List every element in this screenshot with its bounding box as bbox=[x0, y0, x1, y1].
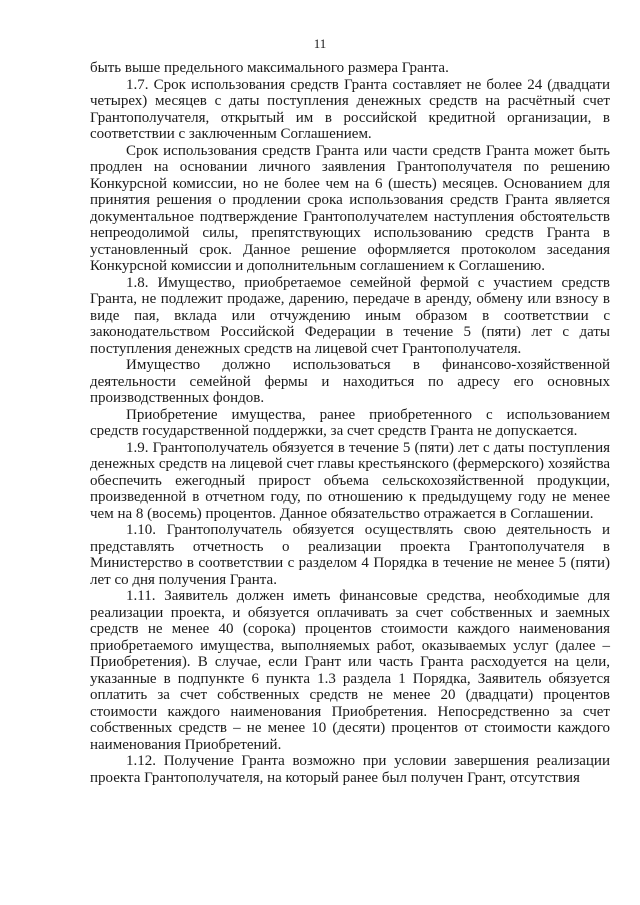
paragraph-1-7-extension: Срок использования средств Гранта или части средств Гранта может быть продлен на основании личного заявления Грантополучателя по решению Конкурсной комиссии, но не более чем на 6 (шесть) месяцев. Основанием для принятия решения о продлении срока использования средств Гранта является документальное подтверждение Грантополучателем наступления обстоятельств непреодолимой силы, препятствующих использованию средств Гранта в установленный срок. Данное решение оформляется протоколом заседания Конкурсной комиссии и дополнительным соглашением к Соглашению. bbox=[90, 142, 610, 274]
page-number: 11 bbox=[313, 36, 327, 51]
paragraph-1-12: 1.12. Получение Гранта возможно при условии завершения реализации проекта Грантополучателя, на который ранее был получен Грант, отсутствия bbox=[90, 753, 610, 786]
paragraph-1-7: 1.7. Срок использования средств Гранта составляет не более 24 (двадцати четырех) месяцев с даты поступления денежных средств на расчётный счет Грантополучателя, открытый им в российской кредитной организации, в соответствии с заключенным Соглашением. bbox=[90, 76, 610, 142]
document-body bbox=[90, 60, 610, 786]
paragraph-continuation: быть выше предельного максимального размера Гранта. bbox=[90, 60, 449, 76]
paragraph-1-8-usage: Имущество должно использоваться в финансово-хозяйственной деятельности семейной фермы и находиться по адресу его основных производственных фондов. bbox=[90, 357, 610, 406]
paragraph-1-8: 1.8. Имущество, приобретаемое семейной фермой с участием средств Гранта, не подлежит продаже, дарению, передаче в аренду, обмену или взносу в виде пая, вклада или отчуждению иным образом в соответствии с законодательством Российской Федерации в течение 5 (пяти) лет с даты поступления денежных средств на лицевой счет Грантополучателя. bbox=[90, 274, 610, 357]
paragraph-1-11: 1.11. Заявитель должен иметь финансовые средства, необходимые для реализации проекта, и обязуется оплачивать за счет собственных и заемных средств не менее 40 (сорока) процентов стоимости каждого наименования приобретаемого имущества, выполняемых работ, оказываемых услуг (далее – Приобретения). В случае, если Грант или часть Гранта расходуется на цели, указанные в подпункте 6 пункта 1.3 раздела 1 Порядка, Заявитель обязуется оплатить за счет собственных средств не менее 20 (двадцати) процентов стоимости каждого наименования Приобретения. Непосредственно за счет собственных средств – не менее 10 (десяти) процентов от стоимости каждого наименования Приобретений. bbox=[90, 588, 610, 753]
paragraph-1-8-restriction: Приобретение имущества, ранее приобретенного с использованием средств государственной поддержки, за счет средств Гранта не допускается. bbox=[90, 406, 610, 439]
paragraph-1-9: 1.9. Грантополучатель обязуется в течение 5 (пяти) лет с даты поступления денежных средств на лицевой счет главы крестьянского (фермерского) хозяйства обеспечить ежегодный прирост объема сельскохозяйственной продукции, произведенной в отчетном году, по отношению к предыдущему году не менее чем на 8 (восемь) процентов. Данное обязательство отражается в Соглашении. bbox=[90, 439, 610, 522]
paragraph-1-10: 1.10. Грантополучатель обязуется осуществлять свою деятельность и представлять отчетность о реализации проекта Грантополучателя в Министерство в соответствии с разделом 4 Порядка в течение не менее 5 (пяти) лет со дня получения Гранта. bbox=[90, 522, 610, 588]
